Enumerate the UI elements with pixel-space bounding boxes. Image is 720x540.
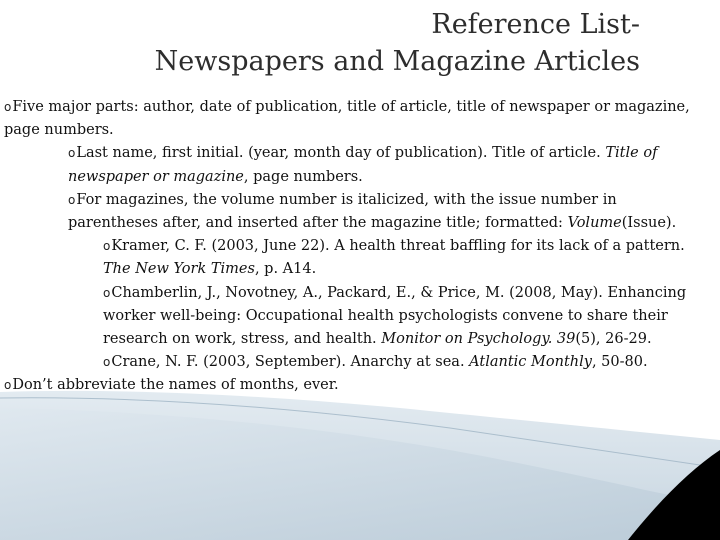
bullet-text: Five major parts: author, date of publication, title of article, title of newspaper or magazine, page numbers. — [4, 99, 690, 139]
bullet-text: Kramer, C. F. (2003, June 22). A health threat baffling for its lack of a pattern. — [111, 238, 685, 255]
bullet-italic-text: Atlantic Monthly — [469, 354, 592, 371]
bullet-text-end: , p. A14. — [254, 261, 317, 278]
bullet-circle-icon: o — [103, 285, 111, 300]
slide-title-line-2: Newspapers and Magazine Articles — [154, 46, 640, 77]
bullet-italic-text: The New York Times — [103, 261, 255, 278]
bullet-item-format — [4, 142, 704, 188]
bullet-circle-icon: o — [4, 378, 12, 393]
bullet-italic-text: Title of newspaper or magazine — [68, 145, 658, 185]
bullet-italic-text: Volume — [567, 215, 622, 232]
bullet-circle-icon: o — [4, 100, 12, 114]
bullet-item-five-parts — [4, 96, 704, 142]
bullet-list — [4, 96, 704, 398]
bullet-item-example-kramer — [4, 235, 704, 281]
bullet-item-example-crane — [4, 351, 704, 374]
bullet-text: Don’t abbreviate the names of months, ever. — [12, 377, 339, 394]
bullet-text-end: (Issue). — [621, 215, 677, 232]
bullet-circle-icon: o — [68, 192, 76, 207]
bullet-text-end: , page numbers. — [243, 168, 363, 185]
slide-title — [20, 6, 640, 80]
bullet-circle-icon: o — [68, 146, 76, 161]
bullet-text-end: , 50-80. — [591, 354, 648, 371]
bullet-text: For magazines, the volume number is italicized, with the issue number in parentheses after, and inserted after the magazine title; formatted: — [68, 191, 617, 232]
bullet-text: Last name, first initial. (year, month day of publication). Title of article. — [76, 145, 606, 162]
bullet-text-end: (5), 26-29. — [575, 331, 652, 348]
bullet-italic-text: Monitor on Psychology. 39 — [381, 331, 576, 348]
bullet-circle-icon: o — [103, 239, 111, 254]
bullet-item-magazines — [4, 189, 704, 235]
bullet-circle-icon: o — [103, 355, 111, 370]
bullet-item-example-chamberlin — [4, 282, 704, 352]
slide-title-line-1: Reference List- — [431, 9, 640, 40]
bullet-text: Crane, N. F. (2003, September). Anarchy at sea. — [111, 354, 470, 371]
bullet-item-months — [4, 374, 704, 397]
bullet-text: Chamberlin, J., Novotney, A., Packard, E., & Price, M. (2008, May). Enhancing worker well-being: Occupational health psychologists convene to share their research on work, stress, and health. — [103, 284, 687, 348]
